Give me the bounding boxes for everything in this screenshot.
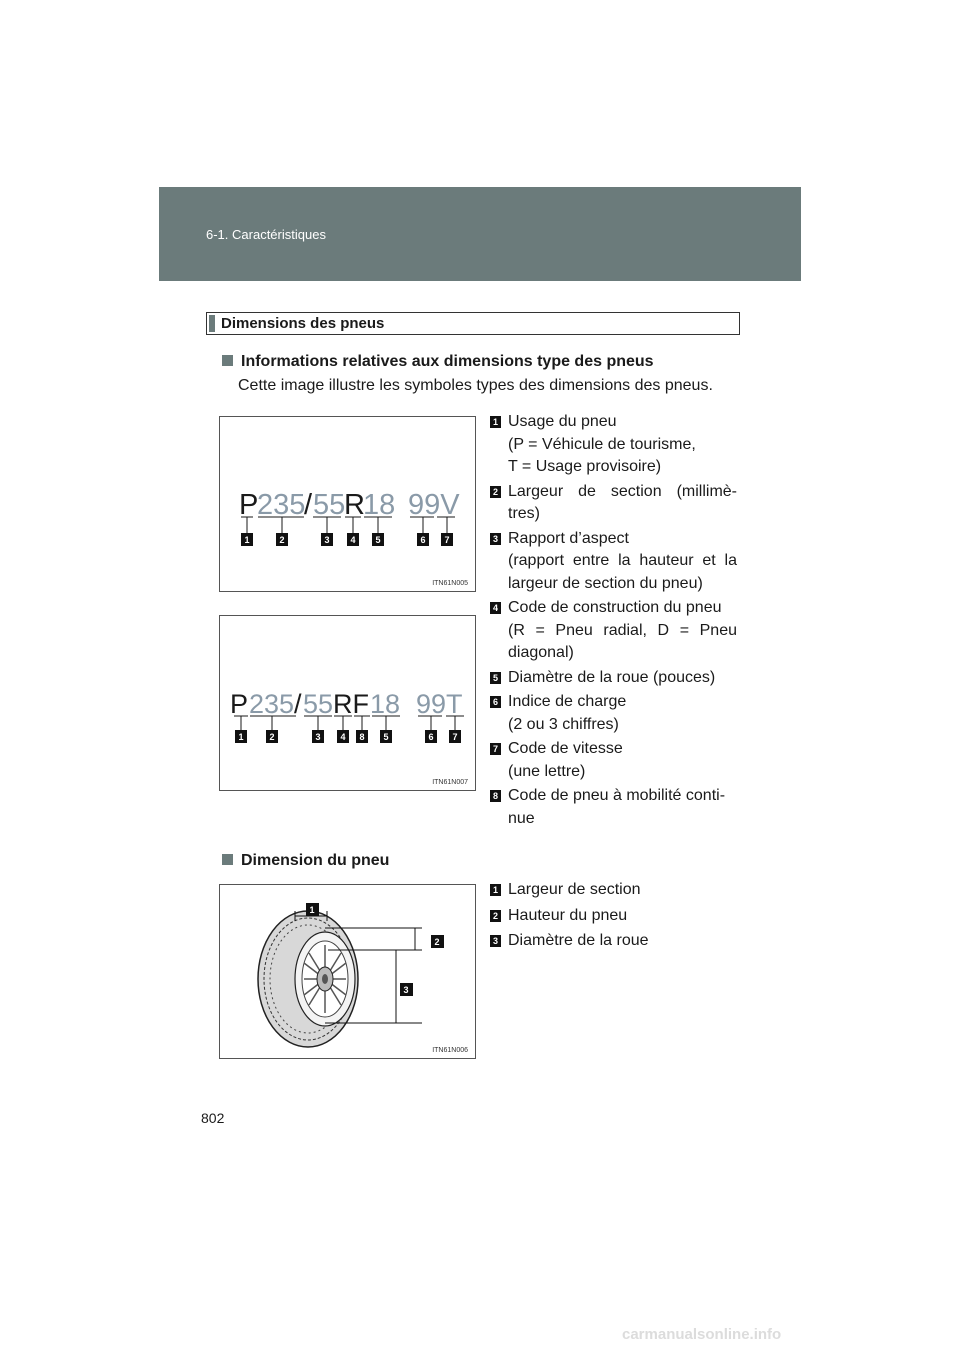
number-badge: 2 bbox=[490, 910, 501, 922]
callout-badge: 6 bbox=[428, 732, 434, 742]
code-tire-use: P bbox=[230, 689, 249, 719]
callout-badge: 3 bbox=[403, 985, 409, 995]
code-section-width: 235 bbox=[249, 689, 295, 719]
legend-line: largeur de section du pneu) bbox=[508, 574, 703, 592]
subheading-tire-info bbox=[222, 353, 654, 371]
legend-item bbox=[490, 667, 737, 690]
page-number: 802 bbox=[201, 1110, 225, 1126]
legend-line: Code de vitesse bbox=[508, 740, 623, 757]
legend-line: diagonal) bbox=[508, 644, 574, 661]
legend-line: (P = Véhicule de tourisme, bbox=[508, 435, 696, 453]
legend-line: (une lettre) bbox=[508, 762, 586, 780]
code-tire-use: P bbox=[239, 489, 259, 521]
figure-tire-code-standard-svg bbox=[220, 417, 475, 591]
legend-line: Diamètre de la roue (pouces) bbox=[508, 668, 716, 686]
chapter-title: 6-1. Caractéristiques bbox=[206, 227, 326, 242]
number-badge: 1 bbox=[490, 416, 501, 428]
figure-tire-dimension bbox=[219, 884, 476, 1059]
legend-line: Hauteur du pneu bbox=[508, 906, 628, 924]
legend-item bbox=[490, 930, 737, 953]
callout-badge: 8 bbox=[359, 732, 365, 742]
square-bullet-icon bbox=[222, 355, 233, 366]
legend-line: Largeur de section (millimè- bbox=[508, 482, 737, 500]
callout-badge: 2 bbox=[434, 937, 440, 947]
code-load-speed: 99V bbox=[408, 489, 460, 521]
callout-badge: 4 bbox=[350, 535, 356, 545]
code-load-speed: 99T bbox=[416, 689, 463, 719]
callout-badge: 2 bbox=[279, 535, 285, 545]
figure-tire-code-runflat-svg bbox=[220, 616, 475, 790]
legend-line: Rapport d’aspect bbox=[508, 529, 629, 547]
number-badge: 4 bbox=[490, 602, 501, 614]
legend-line: Indice de charge bbox=[508, 693, 627, 710]
legend-item bbox=[490, 528, 737, 596]
number-badge: 7 bbox=[490, 743, 501, 755]
subheading-tire-dimension bbox=[222, 852, 389, 870]
legend-line: Code de construction du pneu bbox=[508, 599, 722, 616]
legend-line: nue bbox=[508, 809, 535, 827]
legend-item bbox=[490, 905, 737, 928]
legend-item bbox=[490, 785, 737, 830]
figure-tire-code-standard bbox=[219, 416, 476, 592]
number-badge: 3 bbox=[490, 533, 501, 545]
legend-line: Usage du pneu bbox=[508, 413, 617, 430]
figure-tire-code-runflat bbox=[219, 615, 476, 791]
chapter-header bbox=[159, 187, 801, 281]
callout-badge: 1 bbox=[309, 905, 315, 915]
number-badge: 3 bbox=[490, 935, 501, 947]
legend-line: Largeur de section bbox=[508, 881, 641, 898]
legend-tire-dimension bbox=[490, 879, 737, 955]
legend-line: (R = Pneu radial, D = Pneu bbox=[508, 621, 737, 639]
tire-drawing bbox=[258, 911, 358, 1047]
figure-ref-code: ITN61N006 bbox=[432, 1047, 468, 1054]
legend-line: (rapport entre la hauteur et la bbox=[508, 552, 737, 569]
subheading-tire-dimension-text: Dimension du pneu bbox=[241, 852, 390, 869]
number-badge: 5 bbox=[490, 672, 501, 684]
intro-paragraph: Cette image illustre les symboles types des dimensions des pneus. bbox=[238, 377, 713, 394]
code-construction: RF bbox=[333, 689, 369, 719]
square-bullet-icon bbox=[222, 854, 233, 865]
number-badge: 2 bbox=[490, 486, 501, 498]
callout-badge: 5 bbox=[375, 535, 381, 545]
callout-badge: 3 bbox=[324, 535, 330, 545]
code-section-width: 235 bbox=[257, 489, 306, 521]
callout-badge: 5 bbox=[383, 732, 389, 742]
legend-line: Diamètre de la roue bbox=[508, 932, 649, 949]
code-slash: / bbox=[294, 689, 302, 719]
figure-ref-code: ITN61N007 bbox=[432, 779, 468, 786]
legend-item bbox=[490, 738, 737, 783]
callout-badge: 7 bbox=[444, 535, 450, 545]
legend-item bbox=[490, 411, 737, 479]
code-construction: R bbox=[344, 489, 365, 521]
section-title-bar bbox=[209, 315, 215, 332]
figure-tire-dimension-svg bbox=[220, 885, 475, 1058]
callout-badge: 2 bbox=[269, 732, 275, 742]
number-badge: 1 bbox=[490, 884, 501, 896]
legend-item bbox=[490, 481, 737, 526]
callout-badge: 7 bbox=[452, 732, 458, 742]
code-rim-diameter: 18 bbox=[363, 489, 396, 521]
legend-item bbox=[490, 879, 737, 902]
legend-line: Code de pneu à mobilité conti- bbox=[508, 787, 726, 804]
code-rim-diameter: 18 bbox=[370, 689, 401, 719]
legend-tire-code bbox=[490, 411, 737, 832]
subheading-tire-info-text: Informations relatives aux dimensions type des pneus bbox=[241, 353, 654, 370]
code-aspect-ratio: 55 bbox=[313, 489, 346, 521]
code-aspect-ratio: 55 bbox=[303, 689, 334, 719]
callout-badge: 1 bbox=[244, 535, 250, 545]
legend-item bbox=[490, 691, 737, 736]
section-title-box bbox=[206, 312, 740, 335]
legend-line: (2 ou 3 chiffres) bbox=[508, 715, 619, 733]
legend-item bbox=[490, 597, 737, 665]
legend-line: tres) bbox=[508, 505, 540, 522]
callout-badge: 3 bbox=[315, 732, 321, 742]
number-badge: 6 bbox=[490, 696, 501, 708]
callout-badge: 6 bbox=[420, 535, 426, 545]
callout-badge: 1 bbox=[238, 732, 244, 742]
number-badge: 8 bbox=[490, 790, 501, 802]
watermark: carmanualsonline.info bbox=[622, 1326, 782, 1343]
section-title: Dimensions des pneus bbox=[221, 315, 385, 332]
figure-ref-code: ITN61N005 bbox=[432, 580, 468, 587]
callout-badge: 4 bbox=[340, 732, 346, 742]
legend-line: T = Usage provisoire) bbox=[508, 458, 662, 475]
code-slash: / bbox=[304, 489, 313, 521]
